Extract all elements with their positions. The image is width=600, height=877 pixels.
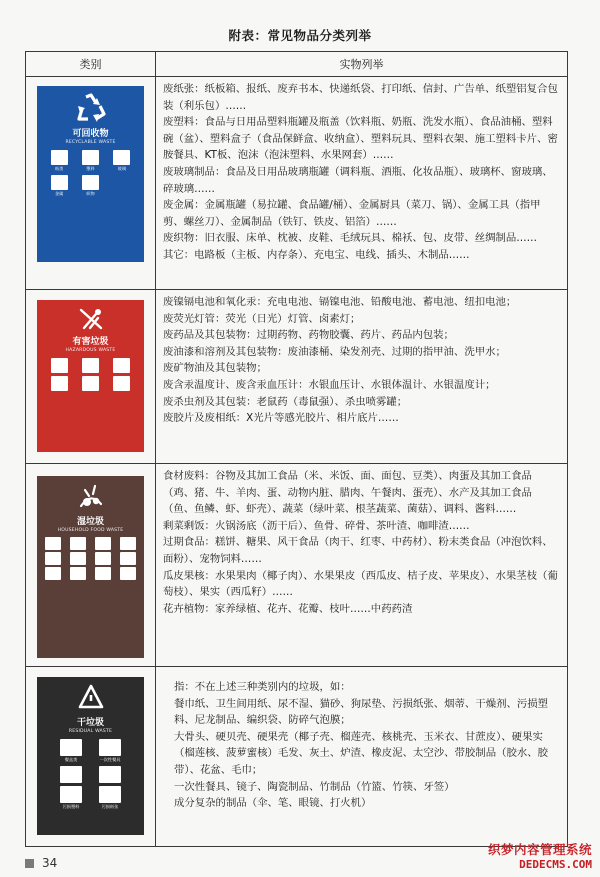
bone-illustration	[95, 552, 111, 565]
items-cell	[156, 667, 568, 847]
snack-illustration	[120, 567, 136, 580]
item-paragraph: 大骨头、硬贝壳、硬果壳（椰子壳、榴莲壳、核桃壳、玉米衣、甘蔗皮）、硬果实（榴莲核、菠萝蜜核）毛发、灰土、炉渣、橡皮泥、太空沙、带胶制品（胶水、胶带）、花盆、毛巾；	[174, 730, 549, 776]
item-paragraph: 废矿物油及其包装物；	[163, 362, 267, 375]
item-paragraph: 废塑料：食品与日用品塑料瓶罐及瓶盖（饮料瓶、奶瓶、洗发水瓶）、食品油桶、塑料碗（盆）、塑料盒子（食品保鲜盒、收纳盒）、塑料玩具、塑料衣架、施工塑料卡片、密胺餐具、KT板、泡沫（泡沫塑料、水果网套）……	[163, 116, 558, 162]
watermark-title: 织梦内容管理系统	[487, 842, 592, 857]
flower-illustration	[95, 567, 111, 580]
header-items: 实物列举	[156, 52, 568, 77]
rice-illustration	[95, 537, 111, 550]
items-cell	[156, 290, 568, 464]
lamp-illustration	[82, 358, 99, 373]
page-title: 附表：常见物品分类列举	[228, 28, 372, 43]
item-paragraph: 食材废料：谷物及其加工食品（米、米饭、面、面包、豆类）、肉蛋及其加工食品（鸡、猪、牛、羊肉、蛋、动物内脏、腊肉、午餐肉、蛋壳）、水产及其加工食品（鱼、鱼鳞、虾、虾壳）、蔬菜（绿叶菜、根茎蔬菜、菌菇）、调料、酱料……	[163, 470, 532, 516]
poster-title: 湿垃圾	[76, 517, 104, 527]
residual-poster	[37, 677, 144, 835]
meat-illustration	[120, 537, 136, 550]
items-cell	[156, 77, 568, 290]
poster-title: 干垃圾	[76, 718, 104, 728]
lunchbox-illustration	[60, 739, 82, 756]
table-row-food-waste	[26, 464, 568, 667]
tea-illustration	[45, 567, 61, 580]
vegetable-illustration	[45, 537, 61, 550]
poster-subtitle: HOUSEHOLD FOOD WASTE	[57, 528, 124, 533]
category-cell	[26, 667, 156, 847]
glass-illustration	[113, 150, 130, 165]
item-paragraph: 废织物：旧衣服、床单、枕被、皮鞋、毛绒玩具、棉袄、包、皮带、丝绸制品……	[163, 232, 538, 245]
poster-item-grid	[37, 533, 144, 580]
poster-subtitle: HAZARDOUS WASTE	[65, 348, 116, 353]
residual-waste-icon	[76, 683, 106, 713]
food-waste-icon	[75, 482, 107, 512]
watermark-url: DEDECMS.COM	[519, 858, 592, 871]
item-paragraph: 成分复杂的制品（伞、笔、眼镜、打火机）	[174, 797, 372, 810]
film-illustration	[113, 376, 130, 391]
ceramic-illustration	[60, 766, 82, 783]
hazardous-poster	[37, 300, 144, 452]
item-paragraph: 废药品及其包装物：过期药物、药物胶囊、药片、药品内包装；	[163, 329, 454, 342]
disposable-tableware-illustration	[99, 739, 121, 756]
item-paragraph: 餐巾纸、卫生间用纸、尿不湿、猫砂、狗尿垫、污损纸张、烟蒂、干燥剂、污损塑料、尼龙制品、编织袋、防碎气泡膜；	[174, 697, 549, 727]
item-paragraph: 废荧光灯管：荧光（日光）灯管、卤素灯；	[163, 312, 361, 325]
category-cell	[26, 290, 156, 464]
header-category: 类别	[26, 52, 156, 77]
fish-illustration	[45, 552, 61, 565]
plastic-bag-illustration	[60, 786, 82, 803]
poster-subtitle: RECYCLABLE WASTE	[65, 140, 116, 145]
item-paragraph: 废含汞温度计、废含汞血压计：水银血压计、水银体温计、水银温度计；	[163, 378, 496, 391]
table-row-recyclable	[26, 77, 568, 290]
hazardous-icon	[76, 306, 106, 332]
item-paragraph: 其它：电路板（主板、内存条）、充电宝、电线、插头、木制品……	[163, 248, 470, 261]
poster-subtitle: RESIDUAL WASTE	[68, 729, 113, 734]
shrimp-illustration	[70, 552, 86, 565]
metal-illustration	[51, 175, 68, 190]
poster-title: 可回收物	[72, 129, 109, 139]
toilet-paper-illustration	[99, 766, 121, 783]
page-marker	[25, 859, 34, 868]
item-paragraph: 废镍镉电池和氧化汞：充电电池、镉镍电池、铅酸电池、蓄电池、纽扣电池；	[163, 296, 517, 308]
item-paragraph: 指：不在上述三种类别内的垃圾，如：	[174, 681, 351, 693]
recycle-icon	[74, 92, 108, 124]
item-paragraph: 剩菜剩饭：火锅汤底（沥干后）、鱼骨、碎骨、茶叶渣、咖啡渣……	[163, 519, 470, 532]
item-paragraph: 瓜皮果核：水果果肉（椰子肉）、水果果皮（西瓜皮、桔子皮、苹果皮）、水果茎枝（葡萄枝）、果实（西瓜籽）……	[163, 569, 558, 599]
plastic-illustration	[82, 150, 99, 165]
item-paragraph: 废纸张：纸板箱、报纸、废弃书本、快递纸袋、打印纸、信封、广告单、纸塑铝复合包装（利乐包）……	[163, 83, 558, 112]
egg-illustration	[120, 552, 136, 565]
fruit-illustration	[70, 537, 86, 550]
leftover-illustration	[70, 567, 86, 580]
thermometer-illustration	[82, 376, 99, 391]
medicine-illustration	[113, 358, 130, 373]
item-paragraph: 废油漆和溶剂及其包装物：废油漆桶、染发剂壳、过期的指甲油、洗甲水；	[163, 345, 506, 358]
table-row-hazardous	[26, 290, 568, 464]
watermark	[488, 840, 592, 871]
dirty-paper-illustration	[99, 786, 121, 803]
item-paragraph: 花卉植物：家养绿植、花卉、花瓣、枝叶……中药药渣	[163, 602, 413, 615]
poster-item-grid: 纸类 塑料 玻璃 金属 织物	[37, 145, 144, 197]
poster-title: 有害垃圾	[72, 337, 109, 347]
poster-item-grid	[37, 353, 144, 391]
item-paragraph: 废杀虫剂及其包装：老鼠药（毒鼠强）、杀虫喷雾罐；	[163, 395, 408, 408]
fabric-illustration	[82, 175, 99, 190]
recyclable-poster	[37, 86, 144, 262]
paper-illustration	[51, 150, 68, 165]
item-paragraph: 废胶片及废相纸：X光片等感光胶片、相片底片……	[163, 412, 399, 425]
item-paragraph: 废金属：金属瓶罐（易拉罐、食品罐/桶）、金属厨具（菜刀、锅）、金属工具（指甲剪、螺丝刀）、金属制品（铁钉、铁皮、铝箔）……	[163, 199, 541, 228]
paint-illustration	[51, 376, 68, 391]
battery-illustration	[51, 358, 68, 373]
category-cell	[26, 77, 156, 290]
item-paragraph: 一次性餐具、镜子、陶瓷制品、竹制品（竹篮、竹筷、牙签）	[174, 780, 455, 793]
poster-item-grid: 餐盒类 一次性餐具 污损塑料 污损纸张	[37, 734, 144, 810]
classification-table	[25, 51, 568, 847]
item-paragraph: 过期食品：糕饼、糖果、风干食品（肉干、红枣、中药材）、粉末类食品（冲泡饮料、面粉）、宠物饲料……	[163, 536, 553, 565]
page-number: 34	[42, 856, 58, 870]
item-paragraph: 废玻璃制品：食品及日用品玻璃瓶罐（调料瓶、酒瓶、化妆品瓶）、玻璃杯、窗玻璃、碎玻璃……	[163, 165, 553, 195]
items-cell	[156, 464, 568, 667]
table-row-residual	[26, 667, 568, 847]
table-header-row	[26, 52, 568, 77]
food-waste-poster	[37, 476, 144, 658]
category-cell	[26, 464, 156, 667]
